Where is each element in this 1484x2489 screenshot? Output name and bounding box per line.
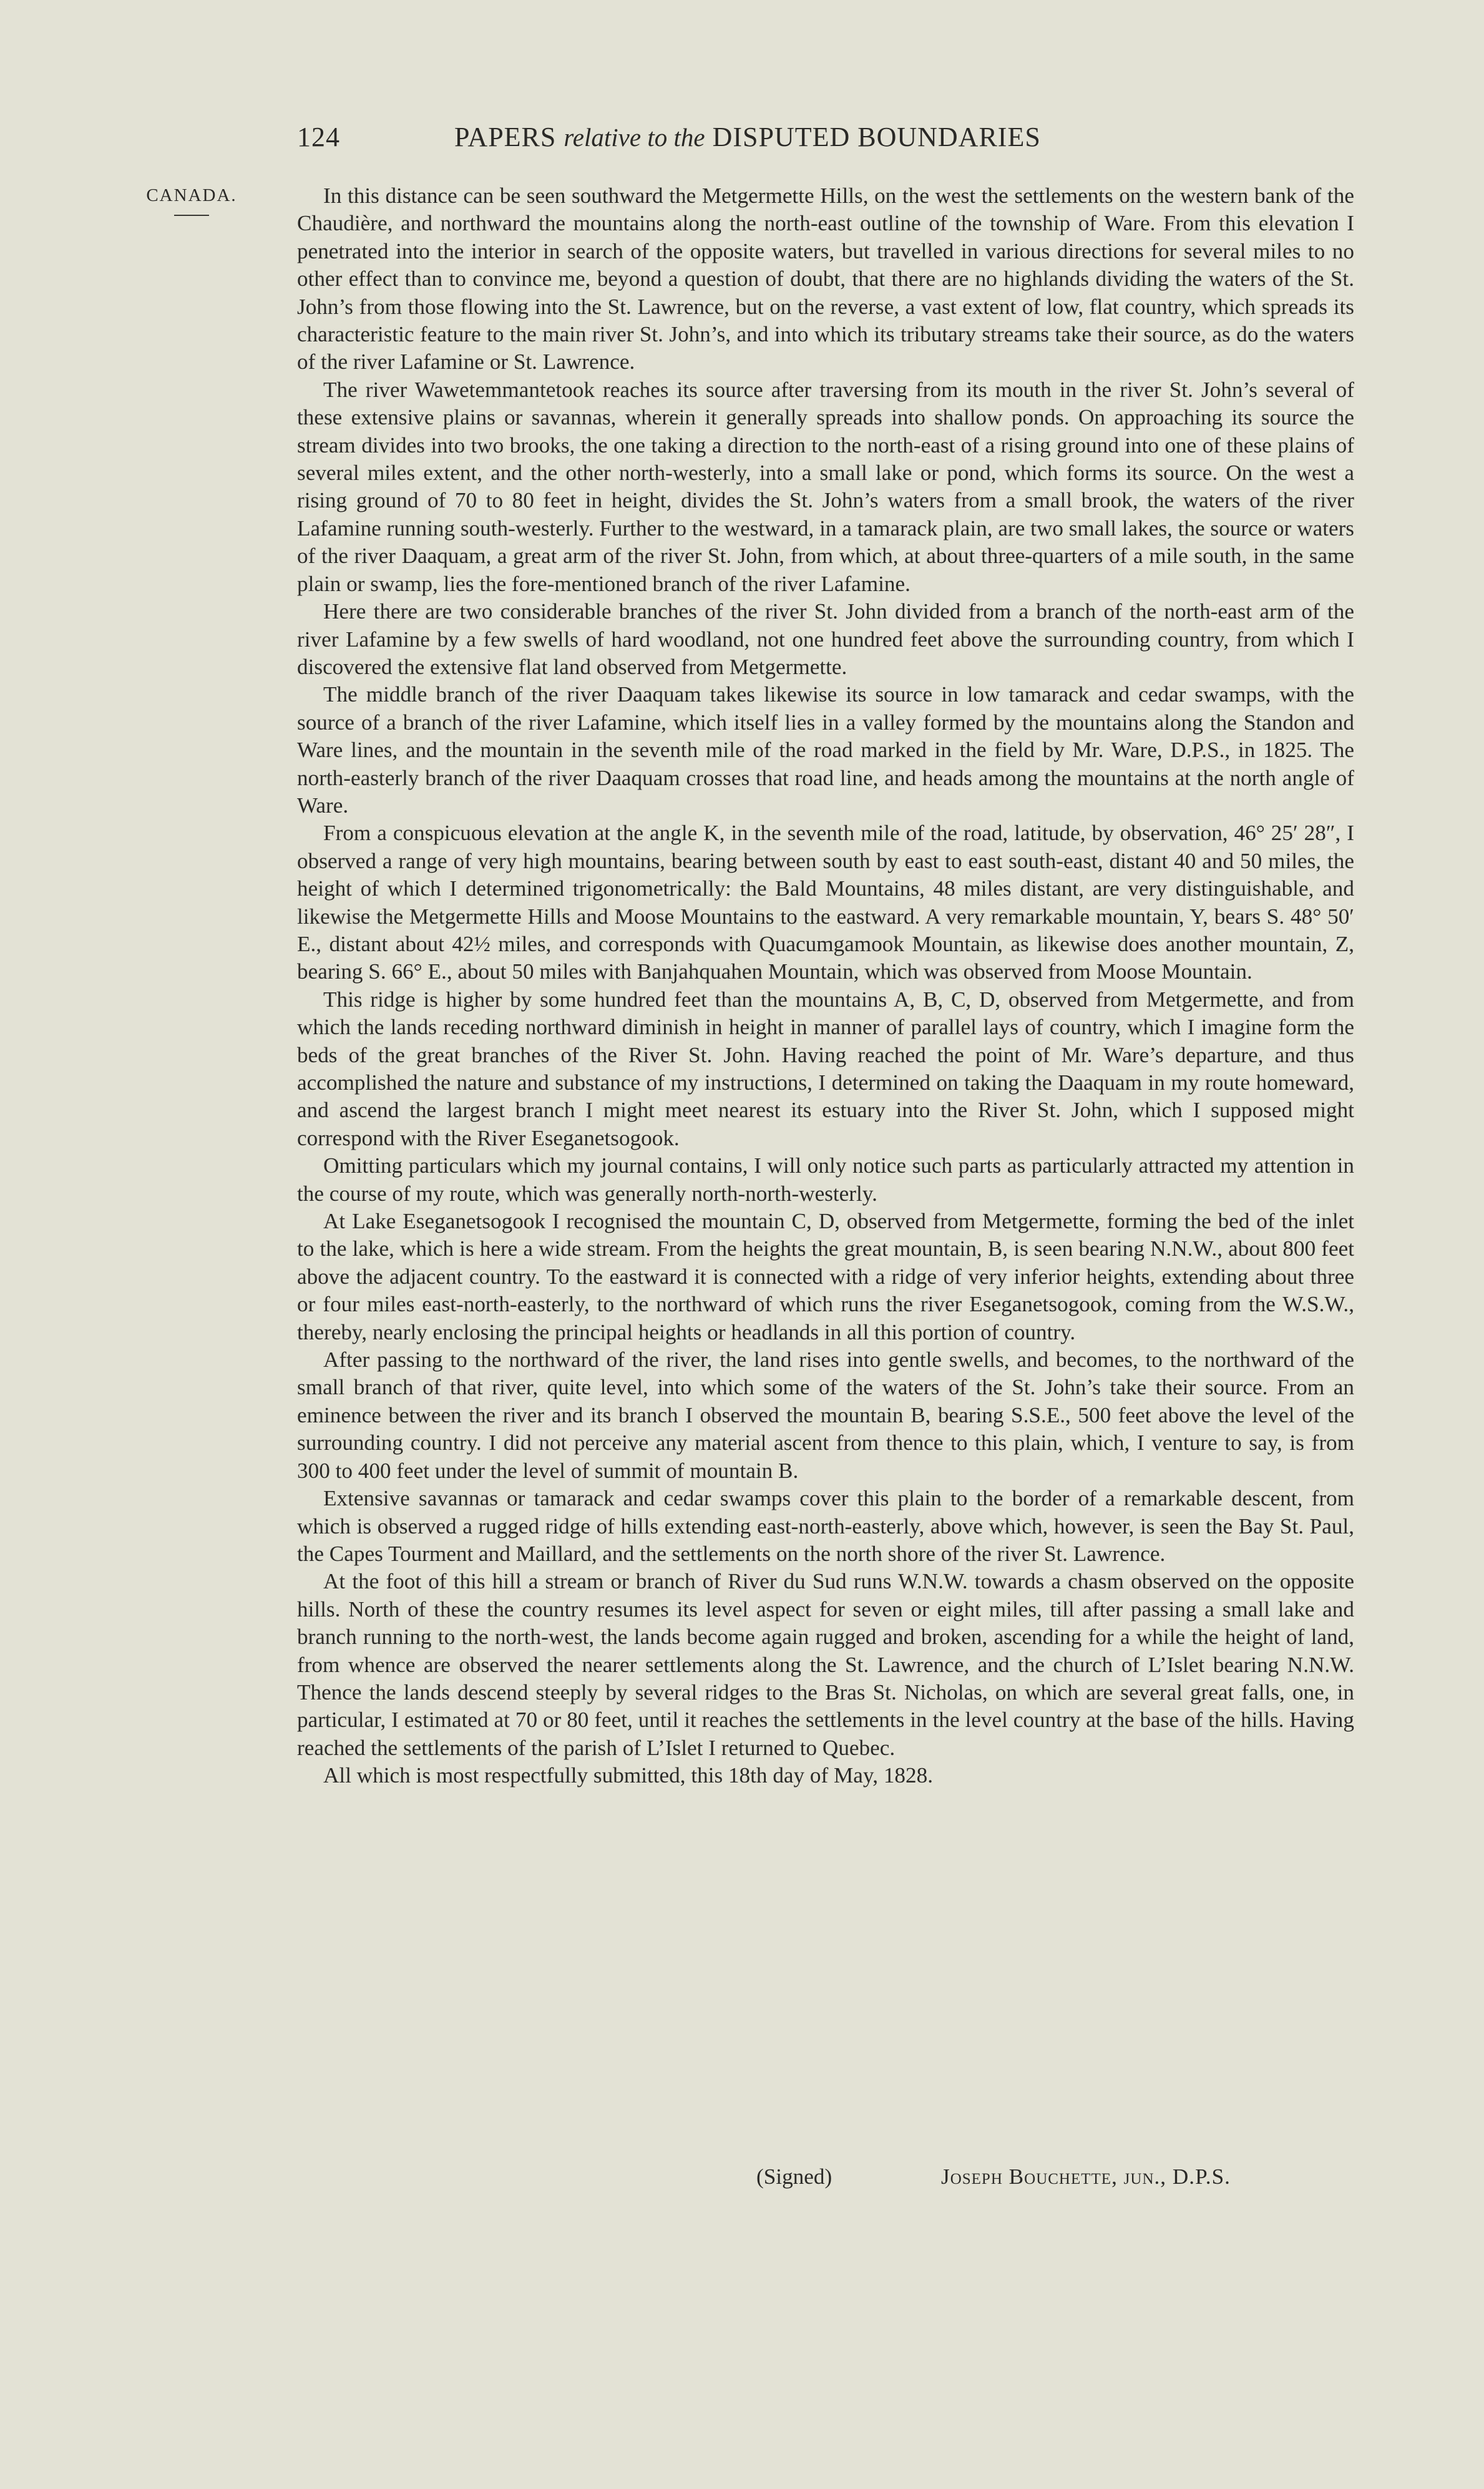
signer-name: Joseph Bouchette, jun., D.P.S.	[941, 2164, 1231, 2189]
signed-label: (Signed)	[756, 2164, 832, 2189]
paragraph: After passing to the northward of the river, the land rises into gentle swells, and becomes, to the northward of the small branch of that river, quite level, into which some of the waters of the St. John’s take their source. From an eminence between the river and its branch I observed the mountain B, bearing S.S.E., 500 feet above the level of the surrounding country. I did not perceive any material ascent from thence to this plain, which, I venture to say, is from 300 to 400 feet under the level of summit of mountain B.	[297, 1347, 1354, 1483]
page-header	[297, 116, 1358, 162]
paragraph: In this distance can be seen southward the Metgermette Hills, on the west the settlements on the western bank of the Chaudière, and northward the mountains along the north-east outline of the township of Ware. From this elevation I penetrated into the interior in search of the opposite waters, but travelled in various directions for several miles to no other effect than to convince me, beyond a question of doubt, that there are no highlands dividing the waters of the St. John’s from those flowing into the St. Lawrence, but on the reverse, a vast extent of low, flat country, which spreads its characteristic feature to the main river St. John’s, and into which its tributary streams take their source, as do the waters of the river Lafamine or St. Lawrence.	[297, 183, 1354, 374]
paragraph: This ridge is higher by some hundred feet than the mountains A, B, C, D, observed from Metgermette, and from which the lands receding northward diminish in height in manner of parallel lays of country, which I imagine form the beds of the great branches of the River St. John. Having reached the point of Mr. Ware’s departure, and thus accomplished the nature and substance of my instructions, I determined on taking the Daaquam in my route homeward, and ascend the largest branch I might meet nearest its estuary into the River St. John, which I supposed might correspond with the River Eseganetsogook.	[297, 987, 1354, 1150]
paragraph: Extensive savannas or tamarack and cedar swamps cover this plain to the border of a remarkable descent, from which is observed a rugged ridge of hills extending east-north-easterly, above which, however, is seen the Bay St. Paul, the Capes Tourment and Maillard, and the settlements on the north shore of the river St. Lawrence.	[297, 1486, 1354, 1566]
paragraph: All which is most respectfully submitted, this 18th day of May, 1828.	[323, 1763, 934, 1788]
margin-note-rule	[174, 215, 209, 216]
paragraph: Omitting particulars which my journal contains, I will only notice such parts as particularly attracted my attention in the course of my route, which was generally north-north-westerly.	[297, 1153, 1354, 1206]
page-number: 124	[297, 122, 340, 152]
paragraph: Here there are two considerable branches of the river St. John divided from a branch of the north-east arm of the river Lafamine by a few swells of hard woodland, not one hundred feet above the surrounding country, from which I discovered the extensive flat land observed from Metgermette.	[297, 599, 1354, 679]
running-title-italic: relative to the	[564, 123, 705, 152]
margin-note	[139, 185, 245, 216]
paragraph: At Lake Eseganetsogook I recognised the mountain C, D, observed from Metgermette, forming the bed of the inlet to the lake, which is here a wide stream. From the heights the great mountain, B, is seen bearing N.N.W., about 800 feet above the adjacent country. To the eastward it is connected with a ridge of very inferior heights, extending about three or four miles east-north-easterly, to the northward of which runs the river Eseganetsogook, coming from the W.S.W., thereby, nearly enclosing the principal heights or headlands in all this portion of country.	[297, 1209, 1354, 1344]
paragraph: At the foot of this hill a stream or branch of River du Sud runs W.N.W. towards a chasm observed on the opposite hills. North of these the country resumes its level aspect for seven or eight miles, till after passing a small lake and branch running to the north-west, the lands become again rugged and broken, ascending for a while the height of land, from whence are observed the nearer settlements along the St. Lawrence, and the church of L’Islet bearing N.N.W. Thence the lands descend steeply by several ridges to the Bras St. Nicholas, on which are several great falls, one, in particular, I estimated at 70 or 80 feet, until it reaches the settlements in the level country at the base of the hills. Having reached the settlements of the parish of L’Islet I returned to Quebec.	[297, 1569, 1354, 1760]
paragraph: The middle branch of the river Daaquam takes likewise its source in low tamarack and cedar swamps, with the source of a branch of the river Lafamine, which itself lies in a valley formed by the mountains along the Standon and Ware lines, and the mountain in the seventh mile of the road marked in the field by Mr. Ware, D.P.S., in 1825. The north-easterly branch of the river Daaquam crosses that road line, and heads among the mountains at the north angle of Ware.	[297, 682, 1354, 818]
margin-note-label: CANADA.	[146, 185, 237, 205]
running-title-start: PAPERS	[454, 122, 557, 152]
paragraph: The river Wawetemmantetook reaches its source after traversing from its mouth in the river St. John’s several of these extensive plains or savannas, wherein it generally spreads into shallow ponds. On approaching its source the stream divides into two brooks, the one taking a direction to the north-east of a rising ground into one of these plains of several miles extent, and the other north-westerly, into a small lake or pond, which forms its source. On the west a rising ground of 70 to 80 feet in height, divides the St. John’s waters from a small brook, the waters of the river Lafamine running south-westerly. Further to the westward, in a tamarack plain, are two small lakes, the source or waters of the river Daaquam, a great arm of the river St. John, from which, at about three-quarters of a mile south, in the same plain or swamp, lies the fore-mentioned branch of the river Lafamine.	[297, 377, 1354, 596]
paragraph: From a conspicuous elevation at the angle K, in the seventh mile of the road, latitude, by observation, 46° 25′ 28″, I observed a range of very high mountains, bearing between south by east to east south-east, distant 40 and 50 miles, the height of which I determined trigonometrically: the Bald Mountains, 48 miles distant, are very distinguishable, and likewise the Metgermette Hills and Moose Mountains to the eastward. A very remarkable mountain, Y, bears S. 48° 50′ E., distant about 42½ miles, and corresponds with Quacumgamook Mountain, as likewise does another mountain, Z, bearing S. 66° E., about 50 miles with Banjahquahen Mountain, which was observed from Moose Mountain.	[297, 821, 1354, 984]
body-text	[297, 182, 1354, 1790]
running-title	[454, 121, 1041, 153]
running-title-end: DISPUTED BOUNDARIES	[712, 122, 1041, 152]
